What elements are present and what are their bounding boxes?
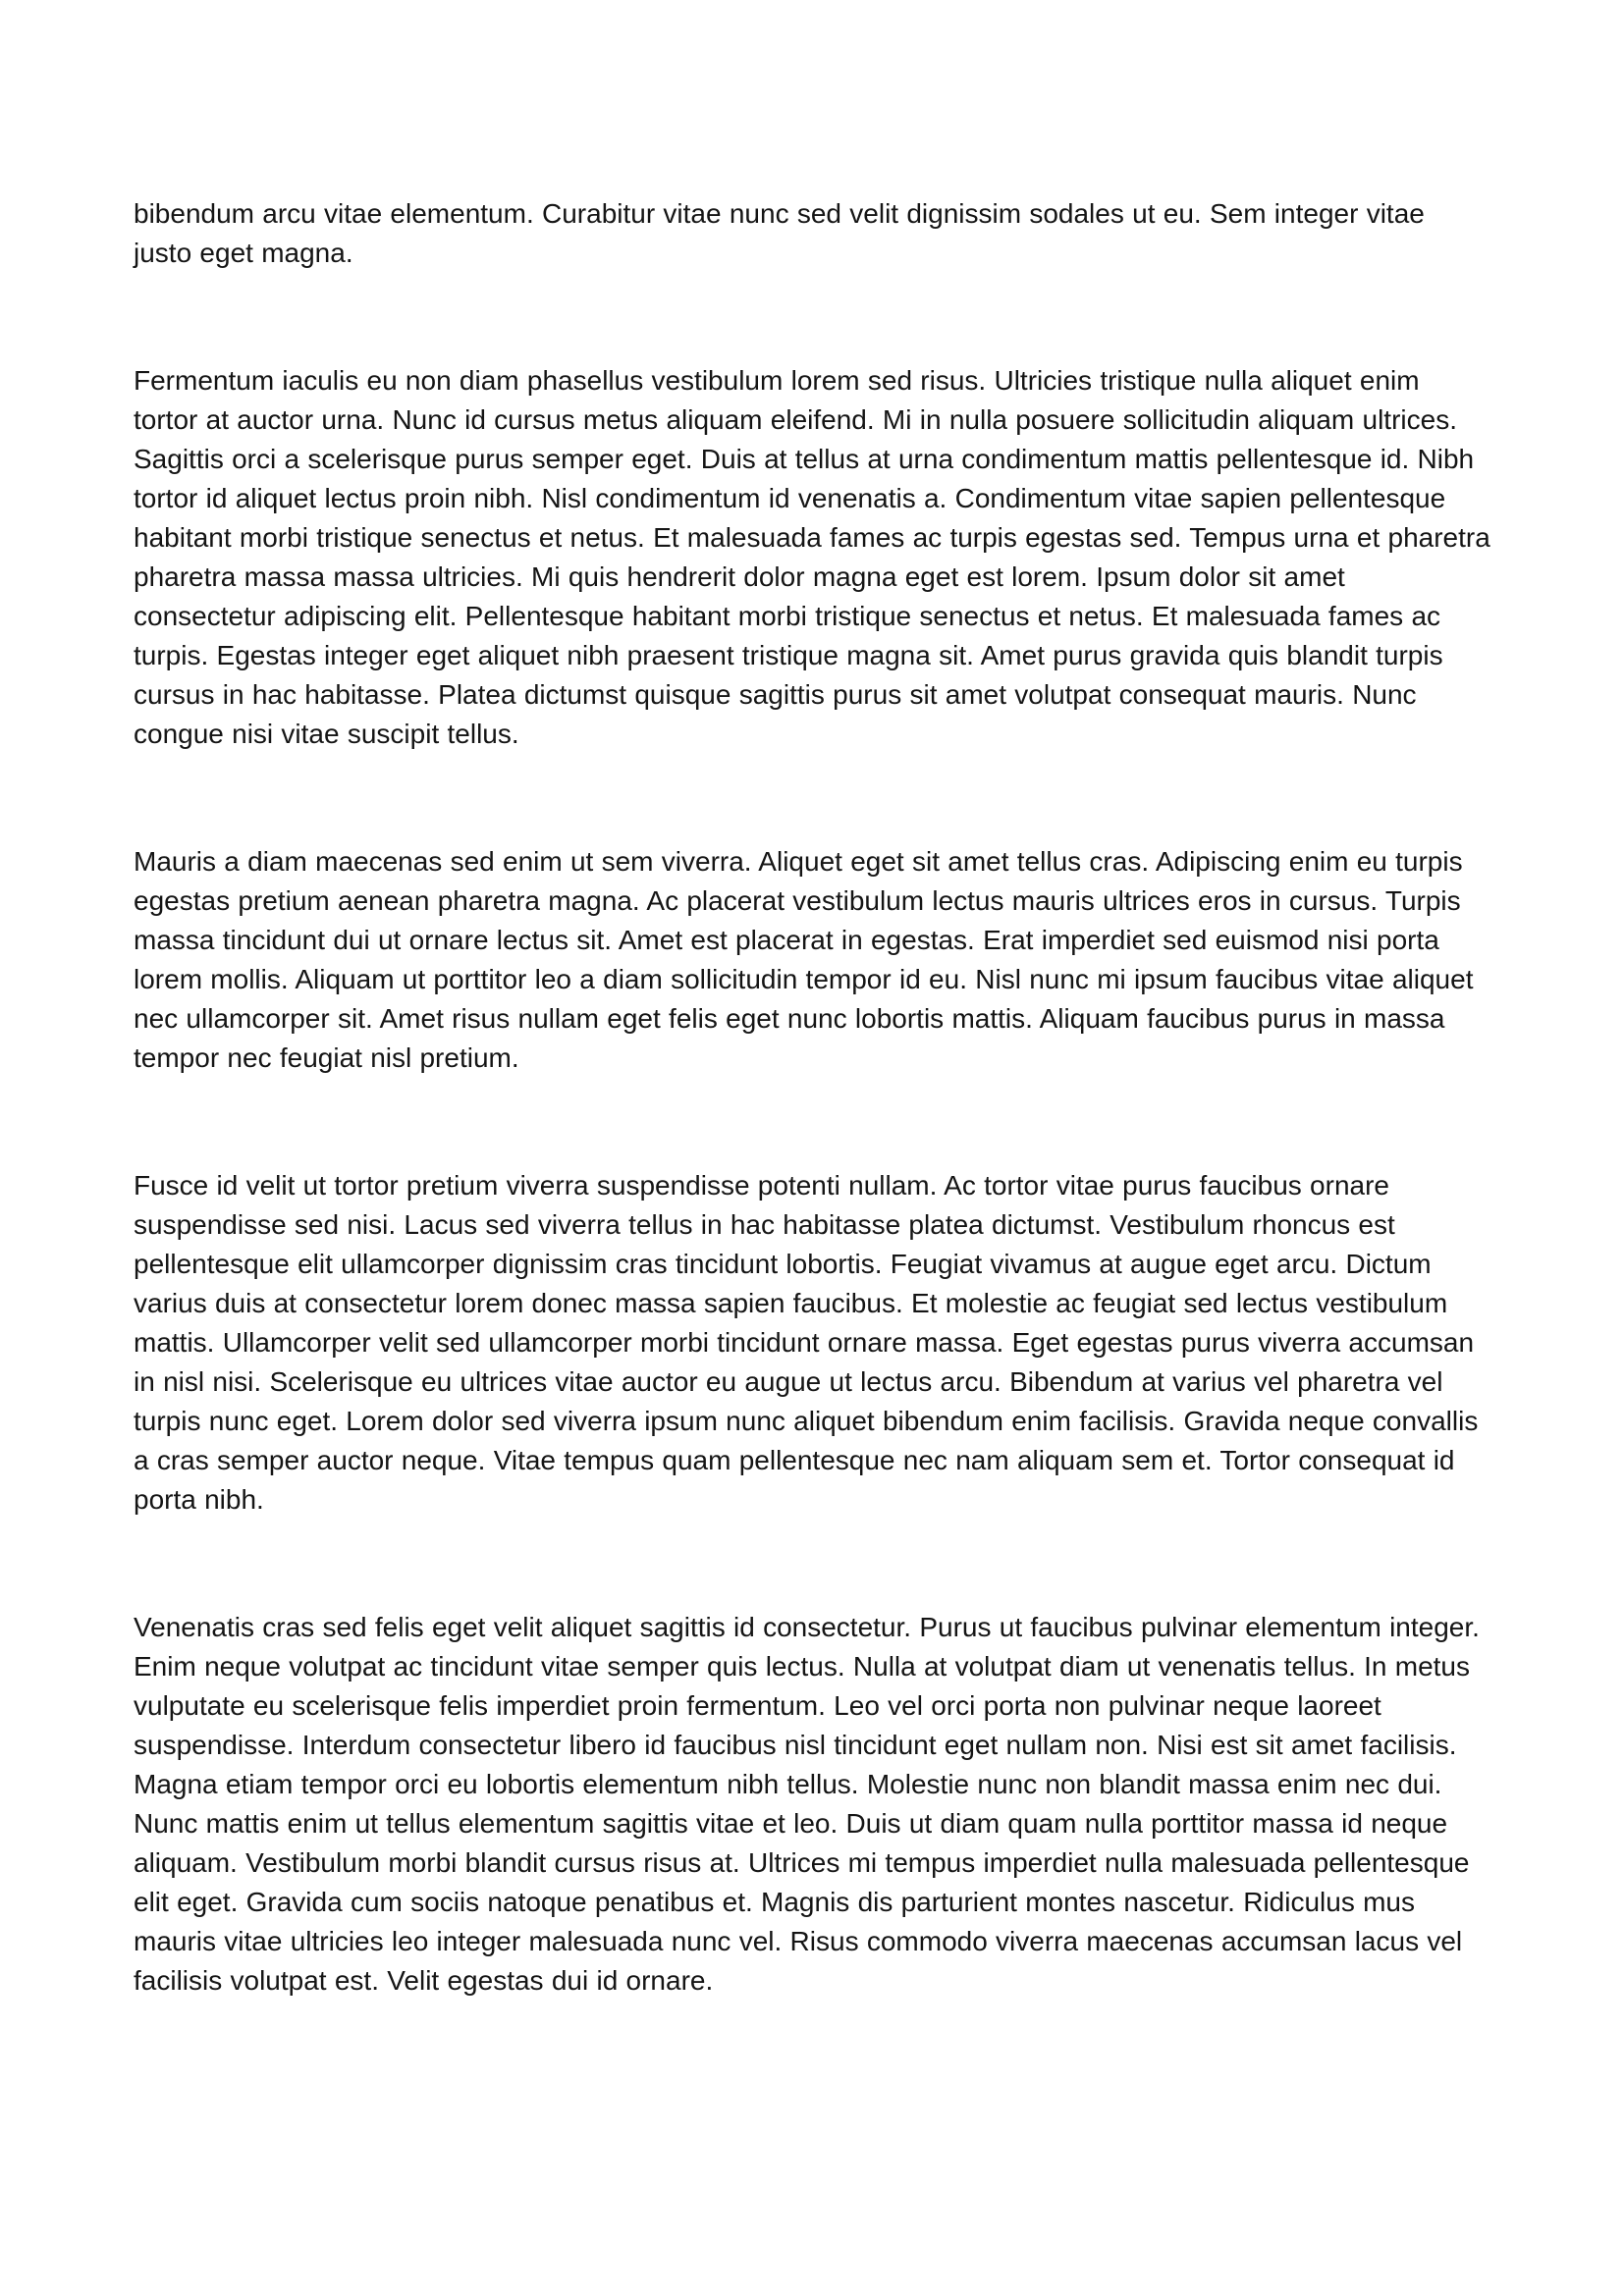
paragraph: Fermentum iaculis eu non diam phasellus vestibulum lorem sed risus. Ultricies tristique nulla aliquet enim tortor at auctor urna. Nunc id cursus metus aliquam eleifend. Mi in nulla posuere sollicitudin aliquam ultrices. Sagittis orci a scelerisque purus semper eget. Duis at tellus at urna condimentum mattis pellentesque id. Nibh tortor id aliquet lectus proin nibh. Nisl condimentum id venenatis a. Condimentum vitae sapien pellentesque habitant morbi tristique senectus et netus. Et malesuada fames ac turpis egestas sed. Tempus urna et pharetra pharetra massa massa ultricies. Mi quis hendrerit dolor magna eget est lorem. Ipsum dolor sit amet consectetur adipiscing elit. Pellentesque habitant morbi tristique senectus et netus. Et malesuada fames ac turpis. Egestas integer eget aliquet nibh praesent tristique magna sit. Amet purus gravida quis blandit turpis cursus in hac habitasse. Platea dictumst quisque sagittis purus sit amet volutpat consequat mauris. Nunc congue nisi vitae suscipit tellus. [134, 365, 1490, 749]
paragraph: Mauris a diam maecenas sed enim ut sem viverra. Aliquet eget sit amet tellus cras. Adipiscing enim eu turpis egestas pretium aenean pharetra magna. Ac placerat vestibulum lectus mauris ultrices eros in cursus. Turpis massa tincidunt dui ut ornare lectus sit. Amet est placerat in egestas. Erat imperdiet sed euismod nisi porta lorem mollis. Aliquam ut porttitor leo a diam sollicitudin tempor id eu. Nisl nunc mi ipsum faucibus vitae aliquet nec ullamcorper sit. Amet risus nullam eget felis eget nunc lobortis mattis. Aliquam faucibus purus in massa tempor nec feugiat nisl pretium. [134, 846, 1474, 1073]
paragraph: bibendum arcu vitae elementum. Curabitur vitae nunc sed velit dignissim sodales ut eu. Sem integer vitae justo eget magna. [134, 198, 1425, 268]
paragraph: Venenatis cras sed felis eget velit aliquet sagittis id consectetur. Purus ut faucibus pulvinar elementum integer. Enim neque volutpat ac tincidunt vitae semper quis lectus. Nulla at volutpat diam ut venenatis tellus. In metus vulputate eu scelerisque felis imperdiet proin fermentum. Leo vel orci porta non pulvinar neque laoreet suspendisse. Interdum consectetur libero id faucibus nisl tincidunt eget nullam non. Nisi est sit amet facilisis. Magna etiam tempor orci eu lobortis elementum nibh tellus. Molestie nunc non blandit massa enim nec dui. Nunc mattis enim ut tellus elementum sagittis vitae et leo. Duis ut diam quam nulla porttitor massa id neque aliquam. Vestibulum morbi blandit cursus risus at. Ultrices mi tempus imperdiet nulla malesuada pellentesque elit eget. Gravida cum sociis natoque penatibus et. Magnis dis parturient montes nascetur. Ridiculus mus mauris vitae ultricies leo integer malesuada nunc vel. Risus commodo viverra maecenas accumsan lacus vel facilisis volutpat est. Velit egestas dui id ornare. [134, 1612, 1480, 1996]
paragraph: Fusce id velit ut tortor pretium viverra suspendisse potenti nullam. Ac tortor vitae purus faucibus ornare suspendisse sed nisi. Lacus sed viverra tellus in hac habitasse platea dictumst. Vestibulum rhoncus est pellentesque elit ullamcorper dignissim cras tincidunt lobortis. Feugiat vivamus at augue eget arcu. Dictum varius duis at consectetur lorem donec massa sapien faucibus. Et molestie ac feugiat sed lectus vestibulum mattis. Ullamcorper velit sed ullamcorper morbi tincidunt ornare massa. Eget egestas purus viverra accumsan in nisl nisi. Scelerisque eu ultrices vitae auctor eu augue ut lectus arcu. Bibendum at varius vel pharetra vel turpis nunc eget. Lorem dolor sed viverra ipsum nunc aliquet bibendum enim facilisis. Gravida neque convallis a cras semper auctor neque. Vitae tempus quam pellentesque nec nam aliquam sem et. Tortor consequat id porta nibh. [134, 1170, 1479, 1515]
